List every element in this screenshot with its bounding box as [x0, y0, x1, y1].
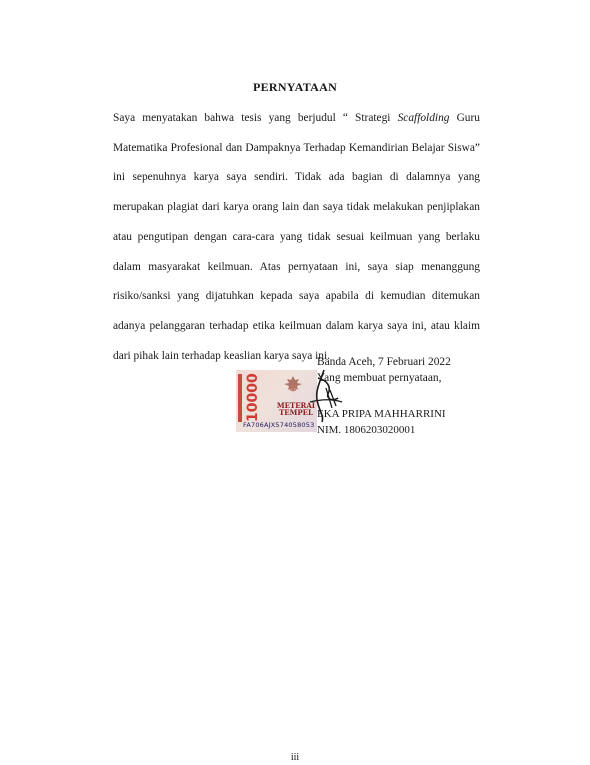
paragraph-end: Guru Matematika Profesional dan Dampaknya Terhadap Kemandirian Belajar Siswa” ini sepenuhnya karya saya sendiri. Tidak ada bagian di dalamnya yang merupakan plagiat dari karya orang lain dan saya tidak melakukan penjiplakan atau pengutipan dengan cara-cara yang tidak sesuai keilmuan yang berlaku dalam masyarakat keilmuan. Atas pernyataan ini, saya siap menanggung risiko/sanksi yang dijatuhkan kepada saya apabila di kemudian ditemukan adanya pelanggaran terhadap etika keilmuan dalam karya saya ini, atau klaim dari pihak lain terhadap keaslian karya saya ini.: [113, 112, 480, 362]
maker-label: Yang membuat pernyataan,: [317, 372, 442, 384]
place-date: Banda Aceh, 7 Februari 2022: [317, 356, 451, 368]
paragraph-italic: Scaffolding: [397, 112, 450, 124]
stamp-value: 10000: [245, 373, 261, 423]
stamp-label-line1: METERAI: [276, 401, 316, 410]
stamp-code: FA706AJX574058053: [243, 421, 315, 429]
stamp-label-line2: TEMPEL: [279, 408, 313, 417]
document-title: PERNYATAAN: [252, 80, 338, 94]
page-number: iii: [290, 752, 300, 763]
signer-name: EKA PRIPA MAHHARRINI: [317, 408, 446, 420]
stamp-side-strip: [238, 374, 242, 422]
paragraph-start: Saya menyatakan bahwa tesis yang berjudul “ Strategi: [113, 112, 398, 124]
statement-paragraph: [113, 104, 480, 371]
signer-nim: NIM. 1806203020001: [317, 424, 416, 436]
